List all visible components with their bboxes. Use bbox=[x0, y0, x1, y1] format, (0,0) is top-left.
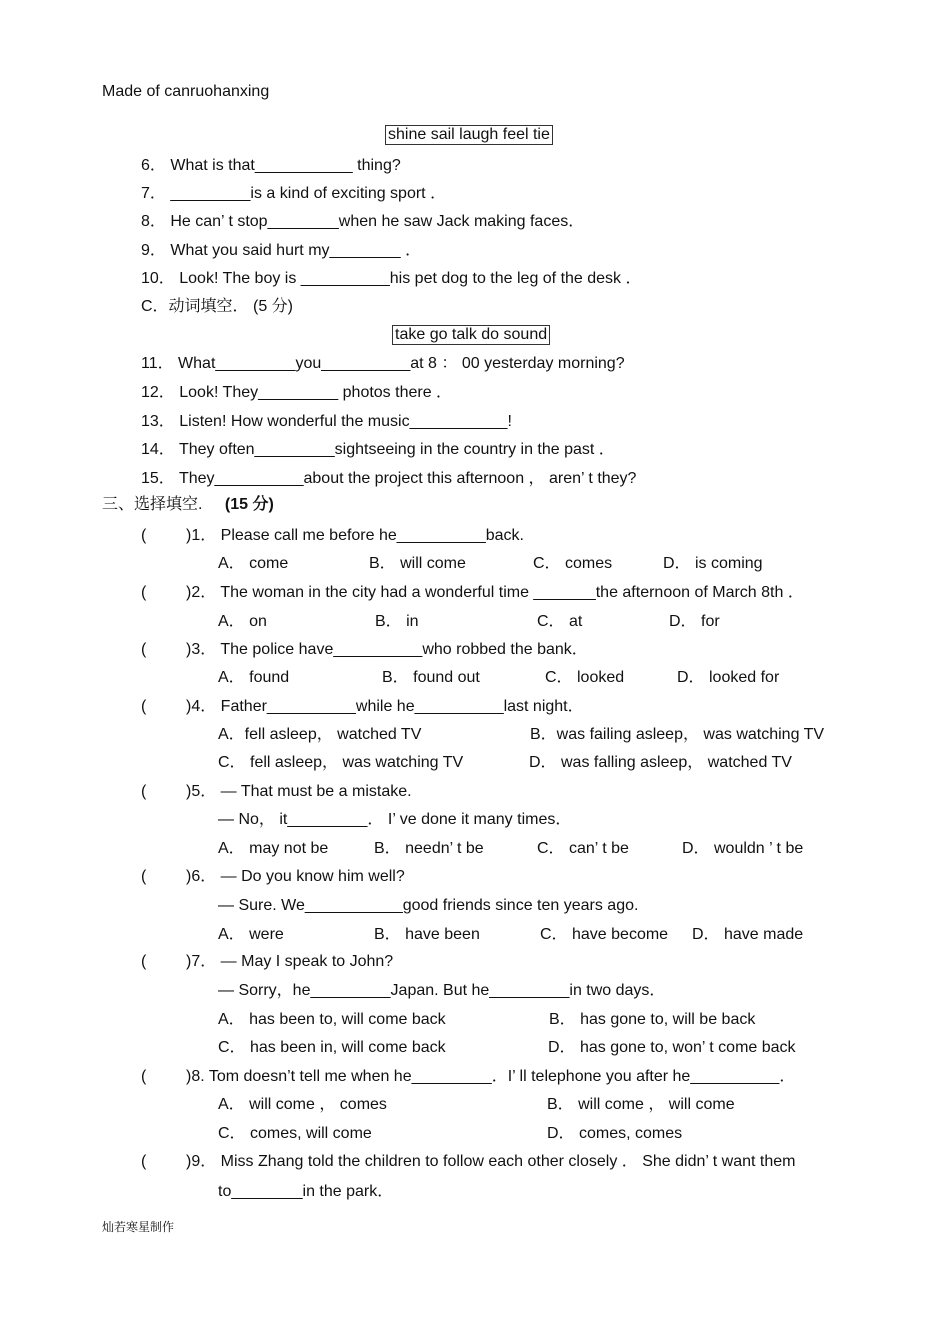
q9-stem: )9． Miss Zhang told the children to follow each other closely ． She didn’ t want them bbox=[186, 1153, 796, 1170]
q2-option-a: A． on bbox=[218, 613, 267, 630]
q8-stem: )8. Tom doesn’t tell me when he_________．I’ ll telephone you after he__________． bbox=[186, 1068, 796, 1085]
question-9: 9． What you said hurt my________ ． bbox=[141, 242, 422, 259]
q7-option-d: D． has gone to, won’ t come back bbox=[548, 1039, 796, 1056]
q7-option-c: C． has been in, will come back bbox=[218, 1039, 446, 1056]
q8-option-c: C． comes, will come bbox=[218, 1125, 372, 1142]
q5-option-c: C． can’ t be bbox=[537, 840, 629, 857]
q3-paren: ( bbox=[141, 641, 147, 658]
question-11: 11． What_________you__________at 8 ： 00 yesterday morning? bbox=[141, 355, 625, 372]
q7-paren: ( bbox=[141, 953, 147, 970]
q4-paren: ( bbox=[141, 698, 147, 715]
q3-stem: )3． The police have__________who robbed the bank． bbox=[186, 641, 588, 658]
word-box-b: shine sail laugh feel tie bbox=[385, 125, 553, 145]
question-8: 8． He can’ t stop________when he saw Jack making faces． bbox=[141, 213, 585, 230]
q9-continuation: to________in the park． bbox=[218, 1183, 394, 1200]
q2-stem: )2． The woman in the city had a wonderful time _______the afternoon of March 8th ． bbox=[186, 584, 804, 601]
q7-option-b: B． has gone to, will be back bbox=[549, 1011, 756, 1028]
question-12: 12． Look! They_________ photos there ． bbox=[141, 384, 453, 401]
q3-option-a: A． found bbox=[218, 669, 290, 686]
question-6: 6． What is that___________ thing? bbox=[141, 157, 401, 174]
q4-option-c: C． fell asleep， was watching TV bbox=[218, 754, 464, 771]
section-3-score: (15 分) bbox=[224, 496, 274, 513]
question-13: 13． Listen! How wonderful the music___________! bbox=[141, 413, 512, 430]
q6-dialogue: — Sure. We___________good friends since ten years ago. bbox=[218, 897, 639, 914]
q2-paren: ( bbox=[141, 584, 147, 601]
question-10: 10． Look! The boy is __________his pet dog to the leg of the desk ． bbox=[141, 270, 642, 287]
q9-paren: ( bbox=[141, 1153, 147, 1170]
q2-option-c: C． at bbox=[537, 613, 583, 630]
q6-option-d: D． have made bbox=[692, 926, 804, 943]
section-c-title: C．动词填空． (5 分) bbox=[141, 298, 294, 315]
q1-option-c: C． comes bbox=[533, 555, 613, 572]
q8-option-d: D． comes, comes bbox=[547, 1125, 683, 1142]
q5-option-a: A． may not be bbox=[218, 840, 329, 857]
q5-stem: )5． — That must be a mistake. bbox=[186, 783, 412, 800]
q7-dialogue: — Sorry，he_________Japan. But he_________in two days． bbox=[218, 982, 666, 999]
q3-option-b: B． found out bbox=[382, 669, 480, 686]
q7-option-a: A． has been to, will come back bbox=[218, 1011, 446, 1028]
q4-option-a: A．fell asleep， watched TV bbox=[218, 726, 422, 743]
q6-option-a: A． were bbox=[218, 926, 284, 943]
q8-option-a: A． will come ， comes bbox=[218, 1096, 387, 1113]
q8-option-b: B． will come ， will come bbox=[547, 1096, 735, 1113]
q5-paren: ( bbox=[141, 783, 147, 800]
q5-option-b: B． needn’ t be bbox=[374, 840, 484, 857]
q1-paren: ( bbox=[141, 527, 147, 544]
q4-option-d: D． was falling asleep， watched TV bbox=[529, 754, 792, 771]
q3-option-d: D． looked for bbox=[677, 669, 780, 686]
q2-option-d: D． for bbox=[669, 613, 720, 630]
q2-option-b: B． in bbox=[375, 613, 419, 630]
section-3-title bbox=[102, 495, 274, 515]
q1-stem: )1． Please call me before he__________back. bbox=[186, 527, 525, 544]
q7-stem: )7． — May I speak to John? bbox=[186, 953, 394, 970]
q5-dialogue: — No， it_________． I’ ve done it many times． bbox=[218, 811, 572, 828]
q4-stem: )4． Father__________while he__________last night． bbox=[186, 698, 584, 715]
section-3-label: 三、选择填空. bbox=[102, 496, 203, 513]
q8-paren: ( bbox=[141, 1068, 147, 1085]
q5-option-d: D． wouldn ’ t be bbox=[682, 840, 804, 857]
q6-option-c: C． have become bbox=[540, 926, 669, 943]
q1-option-a: A． come bbox=[218, 555, 289, 572]
q6-paren: ( bbox=[141, 868, 147, 885]
question-7: 7． _________is a kind of exciting sport ． bbox=[141, 185, 447, 202]
question-14: 14． They often_________sightseeing in the country in the past ． bbox=[141, 441, 615, 458]
question-15: 15． They__________about the project this afternoon ， aren’ t they? bbox=[141, 470, 637, 487]
q1-option-b: B． will come bbox=[369, 555, 466, 572]
word-box-c: take go talk do sound bbox=[392, 325, 550, 345]
q6-stem: )6． — Do you know him well? bbox=[186, 868, 405, 885]
q6-option-b: B． have been bbox=[374, 926, 480, 943]
footer-text: 灿若寒星制作 bbox=[102, 1220, 175, 1234]
q3-option-c: C． looked bbox=[545, 669, 625, 686]
q1-option-d: D． is coming bbox=[663, 555, 763, 572]
q4-option-b: B．was failing asleep， was watching TV bbox=[530, 726, 825, 743]
header-text: Made of canruohanxing bbox=[102, 83, 270, 100]
